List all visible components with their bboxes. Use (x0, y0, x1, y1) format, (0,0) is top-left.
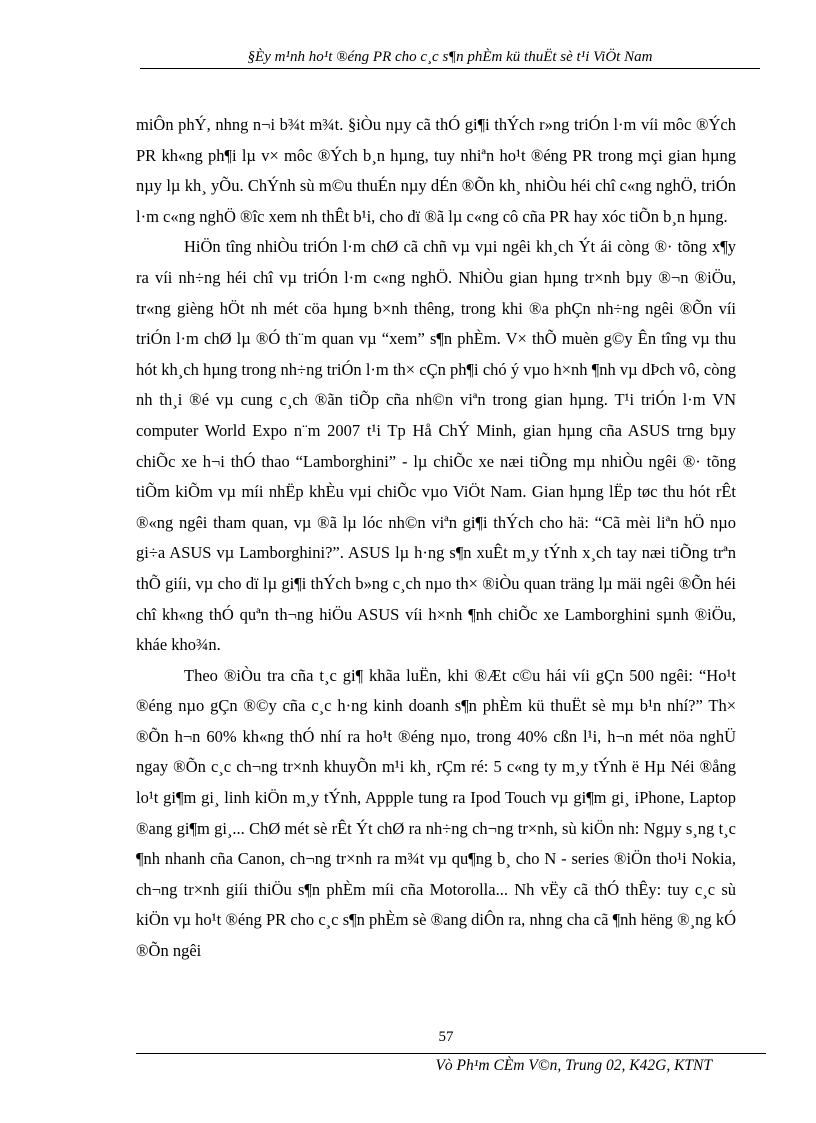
paragraph-continuation: miÔn phÝ, nhng n¬i b¾t m¾t. §iÒu nµy cã thÓ gi¶i thÝch r»ng triÓn l·m víi môc ®Ých PR kh«ng ph¶i lµ v× môc ®Ých b¸n hµng, tuy nhiªn ho¹t ®éng PR trong mçi gian hµng nµy lµ kh¸ yÕu. ChÝnh sù m©u thuÉn nµy dÉn ®Õn kh¸ nhiÒu héi chî c«ng nghÖ, triÓn l·m c«ng nghÖ ®îc xem nh thÊt b¹i, cho dï ®ã lµ c«ng cô cña PR hay xóc tiÕn b¸n hµng. (136, 115, 736, 226)
paragraph-exhibitions: HiÖn tîng nhiÒu triÓn l·m chØ cã chñ vµ vµi ngêi kh¸ch Ýt ái còng ®· tõng x¶y ra víi nh÷ng héi chî vµ triÓn l·m c«ng nghÖ. NhiÒu gian hµng tr×nh bµy ®¬n ®iÖu, tr«ng gièng hÖt nh mét cöa hµng b×nh thêng, trong khi ®a phÇn nh÷ng ngêi ®Õn víi triÓn l·m chØ lµ ®Ó th¨m quan vµ “xem” s¶n phÈm. V× thÕ muèn g©y Ên tîng vµ thu hót kh¸ch hµng trong nh÷ng triÓn l·m th× cÇn ph¶i chó ý vµo h×nh ¶nh vµ dÞch vô, còng nh th¸i ®é vµ cung c¸ch ®ãn tiÕp cña nh©n viªn trong gian hµng. T¹i triÓn l·m VN computer World Expo n¨m 2007 t¹i Tp Hå ChÝ Minh, gian hµng cña ASUS trng bµy chiÕc xe h¬i thÓ thao “Lamborghini” - lµ chiÕc xe næi tiÕng mµ nhiÒu ngêi ®· tõng tiÕm kiÕm vµ míi nhËp khÈu vµi chiÕc vµo ViÖt Nam. Gian hµng lËp tøc thu hót rÊt ®«ng ngêi tham quan, vµ ®ã lµ lóc nh©n viªn gi¶i thÝch cho hä: “Cã mèi liªn hÖ nµo gi÷a ASUS vµ Lamborghini?”. ASUS lµ h·ng s¶n xuÊt m¸y tÝnh x¸ch tay næi tiÕng trªn thÕ giíi, vµ cho dï lµ gi¶i thÝch b»ng c¸ch nµo th× ®iÒu quan träng lµ mäi ngêi ®Õn héi chî kh«ng thÓ quªn th¬ng hiÖu ASUS víi h×nh ¶nh chiÕc xe Lamborghini sµnh ®iÖu, kháe kho¾n. (136, 237, 736, 655)
footer-author-line: Vò Ph¹m CÈm V©n, Trung 02, K42G, KTNT (435, 1057, 712, 1074)
running-header-title: §Èy m¹nh ho¹t ®éng PR cho c¸c s¶n phÈm kü thuËt sè t¹i ViÖt Nam (247, 49, 653, 65)
page-body (136, 110, 736, 967)
paragraph-survey: Theo ®iÒu tra cña t¸c gi¶ khãa luËn, khi ®Æt c©u hái víi gÇn 500 ngêi: “Ho¹t ®éng nµo gÇn ®©y cña c¸c h·ng kinh doanh s¶n phÈm kü thuËt sè mµ b¹n nhí?” Th× ®Õn h¬n 60% kh«ng thÓ nhí ra ho¹t ®éng nµo, trong 40% cßn l¹i, h¬n mét nöa nghÜ ngay ®Õn c¸c ch¬ng tr×nh khuyÕn m¹i kh¸ rÇm ré: 5 c«ng ty m¸y tÝnh ë Hµ Néi ®ång lo¹t gi¶m gi¸ linh kiÖn m¸y tÝnh, Appple tung ra Ipod Touch vµ gi¶m gi¸ iPhone, Laptop ®ang gi¶m gi¸... ChØ mét sè rÊt Ýt chØ ra nh÷ng ch¬ng tr×nh, sù kiÖn nh: Ngµy s¸ng t¸c ¶nh nhanh cña Canon, ch¬ng tr×nh ra m¾t vµ qu¶ng b¸ cho N - series ®iÖn tho¹i Nokia, ch¬ng tr×nh giíi thiÖu s¶n phÈm míi cña Motorolla... Nh vËy cã thÓ thÊy: tuy c¸c sù kiÖn vµ ho¹t ®éng PR cho c¸c s¶n phÈm sè ®ang diÔn ra, nhng cha cã ¶nh hëng ®¸ng kÓ ®Õn ngêi (136, 665, 736, 961)
page-number: 57 (438, 1029, 454, 1045)
footer-divider (136, 1053, 766, 1054)
header-divider (140, 68, 760, 69)
